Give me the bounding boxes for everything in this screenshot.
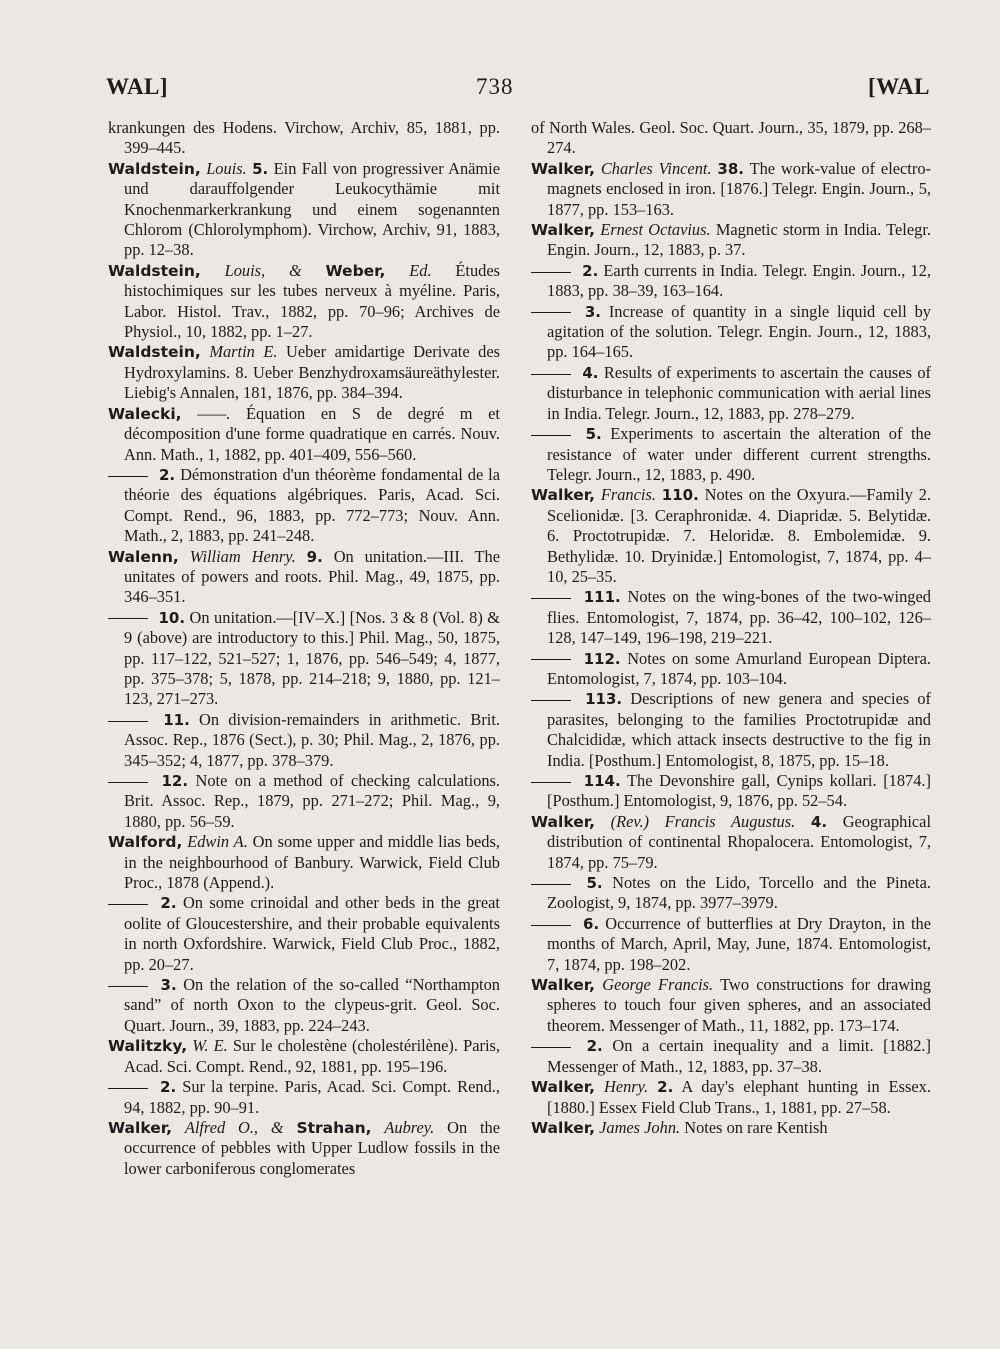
entry-text: A day's elephant hunting in Essex. [1880.] Essex Field Club Trans., 1, 1881, pp. 27–58. bbox=[547, 1077, 931, 1117]
entry-text: Démonstration d'un théorème fondamental de la théorie des équations algébriques. Paris, Acad. Sci. Compt. Rend., 96, 1883, pp. 772–773; Nouv. Ann. Math., 2, 1883, pp. 241–248. bbox=[124, 464, 501, 546]
repeat-author-dash bbox=[531, 782, 571, 783]
repeat-author-dash bbox=[108, 986, 148, 987]
bibliography-entry bbox=[108, 465, 500, 547]
entry-text: Sur la terpine. Paris, Acad. Sci. Compt. Rend., 94, 1882, pp. 90–91. bbox=[124, 1077, 500, 1117]
entry-number: 4. bbox=[582, 363, 599, 382]
entry-text: Descriptions of new genera and species of parasites, belonging to the families Proctotrupidæ and Chalcididæ, which attack insects destructive to the fig in India. [Posthum.] Entomologist, 8, 1875, pp. 15–18. bbox=[547, 689, 931, 770]
entry-number: 12. bbox=[161, 772, 189, 790]
repeat-author-dash bbox=[531, 598, 571, 599]
author-surname: Waldstein, bbox=[108, 343, 201, 362]
author-surname: Walker, bbox=[108, 1118, 172, 1137]
bibliography-entry bbox=[108, 404, 500, 465]
entry-number: 110. bbox=[661, 486, 699, 505]
entry-text: On division-remainders in arithmetic. Brit. Assoc. Rep., 1876 (Sect.), p. 30; Phil. Mag., 2, 1876, pp. 345–352; 4, 1877, pp. 378–379. bbox=[124, 709, 500, 770]
author-given-name: ——. bbox=[197, 403, 231, 423]
repeat-author-dash bbox=[531, 435, 571, 436]
author-given-name: Alfred O., & bbox=[184, 1117, 297, 1137]
author-given-name: James John. bbox=[599, 1117, 681, 1137]
entry-text: Notes on the Lido, Torcello and the Pineta. Zoologist, 9, 1874, pp. 3977–3979. bbox=[547, 873, 931, 913]
entry-number: 112. bbox=[583, 649, 621, 668]
author-surname: Walker, bbox=[531, 976, 595, 995]
bibliography-entry bbox=[531, 424, 931, 485]
author-surname: Walker, bbox=[531, 1078, 595, 1097]
bibliography-entry bbox=[531, 587, 931, 648]
entry-number: 11. bbox=[163, 710, 190, 729]
author-surname: Walecki, bbox=[108, 404, 182, 423]
coauthor-surname: Weber, bbox=[325, 261, 386, 280]
author-surname: Walford, bbox=[108, 833, 183, 852]
entry-number: 5. bbox=[585, 425, 602, 444]
repeat-author-dash bbox=[531, 272, 571, 273]
entry-number: 113. bbox=[585, 690, 623, 709]
bibliography-entry bbox=[108, 547, 500, 608]
entry-text: On unitation.—III. The unitates of powers and roots. Phil. Mag., 49, 1875, pp. 346–351. bbox=[124, 546, 500, 607]
repeat-author-dash bbox=[531, 925, 571, 926]
repeat-author-dash bbox=[108, 1088, 148, 1089]
bibliography-entry bbox=[531, 1118, 931, 1138]
repeat-author-dash bbox=[108, 476, 148, 477]
coauthor-given-name: Ed. bbox=[409, 260, 432, 280]
repeat-author-dash bbox=[108, 618, 148, 619]
entry-text: Two constructions for drawing spheres to touch four given spheres, and an associated theorem. Messenger of Math., 11, 1882, pp. 173–174. bbox=[547, 975, 931, 1035]
entry-text: Occurrence of butterflies at Dry Drayton, in the months of March, April, May, June, 1874. Entomologist, 7, 1874, pp. 198–202. bbox=[547, 913, 931, 974]
left-column bbox=[108, 118, 500, 1179]
author-surname: Waldstein, bbox=[108, 159, 201, 178]
repeat-author-dash bbox=[108, 721, 148, 722]
entry-text: Équation en S de degré m et décomposition d'une forme quadratique en carrés. Nouv. Ann. Math., 1, 1882, pp. 401–409, 556–560. bbox=[124, 403, 500, 464]
entry-number: 6. bbox=[583, 914, 600, 933]
bibliography-entry bbox=[531, 1077, 931, 1118]
author-given-name: Louis. bbox=[206, 158, 247, 178]
bibliography-entry bbox=[108, 710, 500, 771]
entry-text: Notes on some Amurland European Diptera. Entomologist, 7, 1874, pp. 103–104. bbox=[547, 648, 931, 688]
entry-text: On some crinoidal and other beds in the great oolite of Gloucestershire, and their probable equivalents in north Oxfordshire. Warwick, Field Club Proc., 1882, pp. 20–27. bbox=[124, 893, 500, 974]
bibliography-entry bbox=[108, 261, 500, 343]
bibliography-entry bbox=[531, 975, 931, 1036]
repeat-author-dash bbox=[531, 1047, 571, 1048]
entry-text: The Devonshire gall, Cynips kollari. [1874.] [Posthum.] Entomologist, 9, 1876, pp. 52–54. bbox=[547, 771, 931, 811]
running-head-left: WAL] bbox=[106, 74, 169, 99]
entry-text: On some upper and middle lias beds, in the neighbourhood of Banbury. Warwick, Field Club Proc., 1878 (Append.). bbox=[124, 832, 500, 893]
bibliography-entry bbox=[108, 342, 500, 403]
entry-number: 9. bbox=[306, 547, 323, 566]
bibliography-entry bbox=[108, 771, 500, 832]
repeat-author-dash bbox=[531, 374, 571, 375]
entry-text: Notes on the wing-bones of the two-winged flies. Entomologist, 7, 1874, pp. 36–42, 100–102, 126–128, 147–149, 196–198, 219–221. bbox=[547, 587, 931, 648]
entry-number: 2. bbox=[657, 1078, 674, 1097]
entry-text: The work-value of electro-magnets enclosed in iron. [1876.] Telegr. Engin. Journ., 5, 1877, pp. 153–163. bbox=[547, 158, 931, 219]
author-surname: Waldstein, bbox=[108, 261, 201, 280]
author-given-name: Henry. bbox=[603, 1077, 649, 1097]
author-given-name: George Francis. bbox=[602, 975, 714, 995]
entry-text: Sur le cholestène (cholestérilène). Paris, Acad. Sci. Compt. Rend., 92, 1881, pp. 195–196. bbox=[124, 1036, 500, 1076]
entry-text: Increase of quantity in a single liquid cell by agitation of the solution. Telegr. Engin. Journ., 12, 1883, pp. 164–165. bbox=[547, 301, 931, 362]
entry-continuation bbox=[531, 118, 931, 159]
entry-text: krankungen des Hodens. Virchow, Archiv, 85, 1881, pp. 399–445. bbox=[108, 118, 500, 158]
entry-text: Études histochimiques sur les tubes nerveux à myéline. Paris, Labor. Histol. Trav., 1882, pp. 70–96; Archives de Physiol., 10, 1882, pp. 1–27. bbox=[124, 260, 500, 342]
author-given-name: William Henry. bbox=[189, 546, 296, 566]
author-given-name: Martin E. bbox=[209, 342, 278, 362]
bibliography-entry bbox=[531, 302, 931, 363]
author-given-name: Louis, & bbox=[224, 260, 326, 280]
author-given-name: Edwin A. bbox=[187, 832, 248, 852]
author-given-name: W. E. bbox=[192, 1036, 228, 1056]
bibliography-entry bbox=[531, 1036, 931, 1077]
bibliography-entry bbox=[531, 689, 931, 771]
bibliography-entry bbox=[108, 893, 500, 975]
bibliography-entry bbox=[108, 1077, 500, 1118]
entry-continuation bbox=[108, 118, 500, 159]
entry-text: On unitation.—[IV–X.] [Nos. 3 & 8 (Vol. 8) & 9 (above) are introductory to this.] Phil. Mag., 50, 1875, pp. 117–122, 521–527; 1, 1876, pp. 546–549; 4, 1877, pp. 375–378; 5, 1878, pp. 214–218; 9, 1880, pp. 121–123, 271–273. bbox=[124, 607, 500, 709]
entry-number: 2. bbox=[160, 894, 177, 913]
coauthor-surname: Strahan, bbox=[296, 1118, 372, 1137]
entry-text: Notes on rare Kentish bbox=[684, 1117, 828, 1137]
entry-number: 2. bbox=[586, 1037, 603, 1056]
entry-text: Ein Fall von progressiver Anämie und darauffolgender Leukocythämie mit Knochenmarkerkrankung und einem sogenannten Chlorom (Chlorolymphom). Virchow, Archiv, 91, 1883, pp. 12–38. bbox=[124, 158, 501, 260]
repeat-author-dash bbox=[531, 700, 571, 701]
entry-number: 2. bbox=[582, 261, 599, 280]
bibliography-entry bbox=[531, 812, 931, 873]
author-given-name: (Rev.) Francis Augustus. bbox=[610, 811, 796, 831]
repeat-author-dash bbox=[108, 904, 148, 905]
author-given-name: Francis. bbox=[600, 485, 656, 505]
bibliography-entry bbox=[531, 261, 931, 302]
entry-number: 3. bbox=[584, 302, 601, 321]
bibliography-entry bbox=[531, 220, 931, 261]
entry-text: Results of experiments to ascertain the causes of disturbance in telephonic communication with aerial lines in India. Telegr. Journ., 12, 1883, pp. 278–279. bbox=[547, 362, 931, 423]
author-surname: Walenn, bbox=[108, 547, 179, 566]
entry-number: 38. bbox=[717, 159, 744, 178]
entry-text: Geographical distribution of continental Rhopalocera. Entomologist, 7, 1874, pp. 75–79. bbox=[547, 811, 932, 872]
bibliography-entry bbox=[531, 873, 931, 914]
entry-number: 5. bbox=[586, 874, 603, 893]
bibliography-entry bbox=[108, 1036, 500, 1077]
right-column bbox=[531, 118, 931, 1138]
entry-number: 10. bbox=[158, 608, 186, 627]
repeat-author-dash bbox=[108, 782, 148, 783]
entry-text: Earth currents in India. Telegr. Engin. Journ., 12, 1883, pp. 38–39, 163–164. bbox=[547, 260, 931, 301]
entry-text: On the occurrence of pebbles with Upper Ludlow fossils in the lower carboniferous conglomerates bbox=[124, 1117, 500, 1178]
entry-number: 2. bbox=[160, 1078, 177, 1097]
bibliography-entry bbox=[108, 975, 500, 1036]
running-head-right: [WAL bbox=[867, 74, 930, 99]
author-surname: Walitzky, bbox=[108, 1037, 188, 1056]
entry-text: of North Wales. Geol. Soc. Quart. Journ., 35, 1879, pp. 268–274. bbox=[531, 118, 931, 158]
entry-text: Experiments to ascertain the alteration of the resistance of water under different current strengths. Telegr. Journ., 12, 1883, p. 490. bbox=[547, 424, 931, 484]
entry-text: Notes on the Oxyura.—Family 2. Scelionidæ. [3. Ceraphronidæ. 4. Diapridæ. 5. Belytidæ. 6. Proctotrupidæ. 7. Heloridæ. 8. Embolemidæ. 9. Bethylidæ. 10. Dryinidæ.] Entomologist, 7, 1874, pp. 4–10, 25–35. bbox=[547, 485, 931, 586]
bibliography-entry bbox=[531, 771, 931, 812]
bibliography-entry bbox=[108, 608, 500, 710]
entry-text: Ueber amidartige Derivate des Hydroxylamins. 8. Ueber Benzhydroxamsäureäthylester. Liebig's Annalen, 181, 1876, pp. 384–394. bbox=[124, 342, 500, 403]
bibliography-entry bbox=[531, 159, 931, 220]
repeat-author-dash bbox=[531, 884, 571, 885]
bibliography-entry bbox=[108, 832, 500, 893]
entry-number: 5. bbox=[252, 159, 269, 178]
author-surname: Walker, bbox=[531, 812, 595, 831]
entry-number: 111. bbox=[583, 588, 621, 607]
bibliography-entry bbox=[531, 914, 931, 975]
entry-number: 3. bbox=[160, 976, 177, 995]
bibliography-entry bbox=[531, 649, 931, 690]
repeat-author-dash bbox=[531, 659, 571, 660]
author-given-name: Ernest Octavius. bbox=[600, 220, 711, 240]
author-surname: Walker, bbox=[531, 221, 595, 240]
entry-number: 4. bbox=[810, 812, 828, 831]
bibliography-entry bbox=[531, 485, 931, 587]
coauthor-given-name: Aubrey. bbox=[384, 1117, 435, 1137]
repeat-author-dash bbox=[531, 312, 571, 313]
bibliography-entry bbox=[108, 159, 500, 261]
author-given-name: Charles Vincent. bbox=[600, 158, 712, 178]
page-number: 738 bbox=[476, 74, 514, 99]
bibliography-entry bbox=[108, 1118, 500, 1179]
entry-text: Note on a method of checking calculations. Brit. Assoc. Rep., 1879, pp. 271–272; Phil. Mag., 9, 1880, pp. 56–59. bbox=[124, 771, 501, 831]
bibliography-entry bbox=[531, 363, 931, 424]
author-surname: Walker, bbox=[531, 486, 595, 505]
author-surname: Walker, bbox=[531, 1118, 595, 1137]
entry-text: On the relation of the so-called “Northampton sand” of north Oxon to the clypeus-grit. Geol. Soc. Quart. Journ., 39, 1883, pp. 224–243. bbox=[124, 975, 500, 1035]
author-surname: Walker, bbox=[531, 159, 595, 178]
entry-text: On a certain inequality and a limit. [1882.] Messenger of Math., 12, 1883, pp. 37–38. bbox=[547, 1036, 931, 1076]
entry-text: Magnetic storm in India. Telegr. Engin. Journ., 12, 1883, p. 37. bbox=[547, 220, 931, 260]
entry-number: 114. bbox=[583, 772, 621, 790]
entry-number: 2. bbox=[158, 465, 176, 484]
